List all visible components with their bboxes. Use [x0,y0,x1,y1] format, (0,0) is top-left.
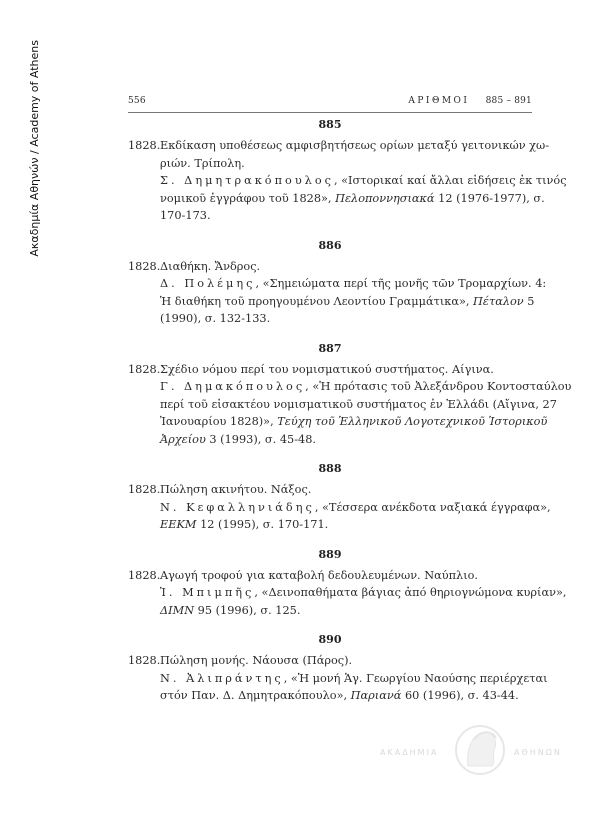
entry-year: 1828. [128,362,161,376]
subject-line [128,481,532,499]
reference-text: 12 (1995), σ. 170-171. [196,518,329,531]
header-rule [128,112,532,113]
reference-line [128,584,567,602]
reference-line [128,431,532,449]
journal-title: Παριανά [350,689,402,702]
reference-line [128,687,532,705]
watermark-left-text: ΑΚΑΔΗΜΙΑ [380,748,439,757]
journal-title: Πελοποννησιακά [335,191,435,205]
entry-number: 889 [318,547,342,561]
reference-line [128,602,532,620]
subject-line [128,652,532,670]
reference-text: περί τοῦ εἰσακτέου νομισματικοῦ συστήματος ἐν Ἑλλάδι (Αἴγινα, 27 [160,397,557,411]
watermark-right-text: ΑΘΗΝΩΝ [514,748,562,757]
reference-line [128,172,567,190]
reference-text: , «Σημειώματα περί τῆς μονῆς τῶν Τρομαρχίων. 4: [255,277,547,290]
subject-text: Σχέδιο νόμου περί του νομισματικού συστήματος. Αίγινα. [160,362,494,376]
subject-line [128,258,532,276]
running-range: 885 – 891 [485,96,532,106]
reference-text: 95 (1996), σ. 125. [194,603,301,617]
subject-line [128,155,532,173]
reference-line [128,413,548,431]
entry [128,341,572,449]
entry-year: 1828. [128,139,161,152]
subject-line [128,361,532,379]
reference-line [128,396,557,414]
entry [128,238,547,328]
archive-side-label-text: Ακαδημία Αθηνών / Academy of Athens [28,40,41,257]
academy-watermark [380,720,580,790]
reference-text: , «Δεινοπαθήματα βάγιας ἀπό θηριογνώμονα κυρίαν», [254,586,567,599]
entry-year: 1828. [128,259,161,273]
entry [128,118,567,225]
entry-number: 885 [318,118,342,131]
reference-text: (1990), σ. 132-133. [160,312,271,325]
reference-text: Ἰανουαρίου 1828)», [160,415,278,428]
reference-text: , «Ἡ πρότασις τοῦ Ἀλεξάνδρου Κοντοσταύλου [305,380,572,393]
journal-title: Ἀρχείου [160,432,206,446]
entry-number: 890 [318,633,342,646]
entries-list [128,118,572,719]
entry-year: 1828. [128,654,161,667]
reference-line [128,207,532,225]
reference-author: Ν. Ἀλιπράντης [160,671,284,685]
subject-text: Πώληση ακινήτου. Νάξος. [160,483,312,496]
reference-text: , «Ἡ μονή Ἁγ. Γεωργίου Ναούσης περιέρχεται [283,671,548,685]
reference-line [128,499,551,517]
athena-head-icon [452,720,508,786]
reference-author: Δ. Πολέμης [160,277,256,290]
entry-year: 1828. [128,568,161,582]
subject-line [128,567,532,585]
reference-text: 3 (1993), σ. 45-48. [205,432,316,446]
entry-number: 887 [318,341,342,355]
reference-author: Σ. Δημητρακόπουλος [160,174,334,187]
reference-line [128,293,535,311]
reference-author: Ἰ. Μπιμπῆς [160,586,255,599]
entry [128,462,551,534]
reference-text: νομικοῦ ἐγγράφου τοῦ 1828», [160,191,336,205]
reference-text: στόν Παν. Δ. Δημητρακόπουλο», [160,689,351,702]
subject-text: Διαθήκη. Ἄνδρος. [160,259,261,273]
entry-number: 888 [318,462,342,475]
reference-line [128,378,572,396]
journal-title: ΕΕΚΜ [160,518,197,531]
entry-number: 886 [318,238,342,252]
reference-line [128,275,547,293]
entry [128,547,567,620]
reference-author: Γ. Δημακόπουλος [160,380,306,393]
entry-year: 1828. [128,483,161,496]
reference-text: 12 (1976-1977), σ. [434,191,545,205]
archive-side-label [28,40,42,280]
reference-text: 60 (1996), σ. 43-44. [401,689,519,702]
running-head [408,96,532,106]
journal-title: Πέταλον [473,294,524,308]
reference-text: , «Ιστορικαί καί ἄλλαι εἰδήσεις ἐκ τινός [333,174,567,187]
reference-text: , «Τέσσερα ανέκδοτα ναξιακά έγγραφα», [314,500,551,514]
reference-author: Ν. Κεφαλληνιάδης [160,500,315,514]
reference-text: Ἡ διαθήκη τοῦ προηγουμένου Λεοντίου Γραμμάτικα», [160,294,474,308]
entry [128,633,548,705]
journal-title: ΔΙΜΝ [160,603,195,617]
page-number: 556 [128,96,146,106]
subject-line [128,137,550,155]
reference-text: 170-173. [160,209,211,222]
subject-text: ριών. Τρίπολη. [160,156,245,170]
reference-text: 5 [523,294,535,308]
subject-text: Εκδίκαση υποθέσεως αμφισβητήσεως ορίων μεταξύ γειτονικών χω- [160,139,550,152]
reference-line [128,516,532,534]
running-title: ΑΡΙΘΜΟΙ [408,96,470,106]
reference-line [128,310,532,328]
reference-line [128,670,548,688]
journal-title: Τεύχη τοῦ Ἑλληνικοῦ Λογοτεχνικοῦ Ἱστορικοῦ [277,415,548,428]
reference-line [128,190,545,208]
subject-text: Πώληση μονής. Νάουσα (Πάρος). [160,654,353,667]
subject-text: Αγωγή τροφού για καταβολή δεδουλευμένων. Ναύπλιο. [160,568,479,582]
